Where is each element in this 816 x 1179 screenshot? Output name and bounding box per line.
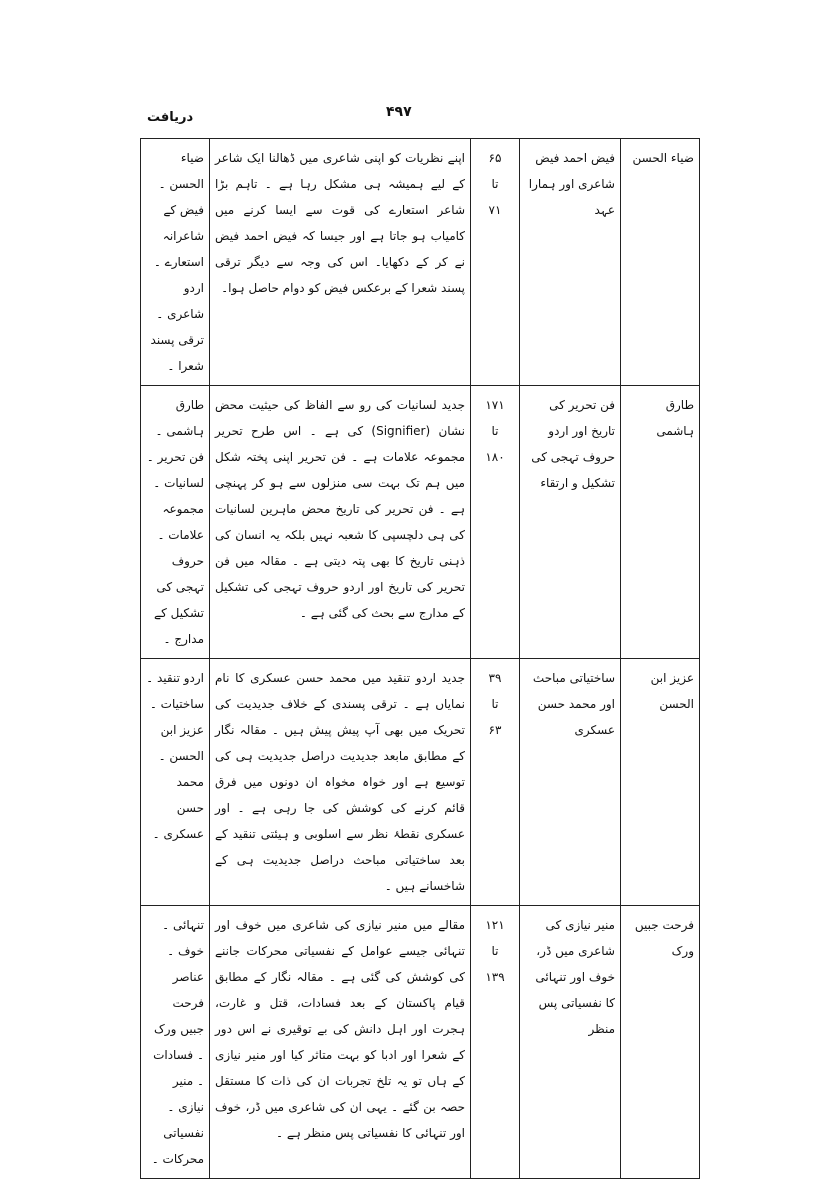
author-cell: طارق ہاشمی [621, 386, 700, 659]
page-sep: تا [491, 944, 499, 958]
summary-cell: جدید لسانیات کی رو سے الفاظ کی حیثیت محض نشان (Signifier) کی ہے ۔ اس طرح تحریر مجموعہ علامات ہے ۔ فن تحریر اپنی پختہ شکل میں ہم تک بہت سی منزلوں سے ہو کر پہنچی ہے ۔ فن تحریر کی تاریخ محض ماہرین لسانیات کی ہی دلچسپی کا شعبہ نہیں بلکہ یہ انسان کی ذہنی تاریخ کا بھی پتہ دیتی ہے ۔ مقالہ میں فن تحریر کی تاریخ اور اردو حروف تہجی کی تشکیل کے مدارج سے بحث کی گئی ہے ۔ [210, 386, 471, 659]
page-end: ۷۱ [488, 203, 502, 217]
page-end: ۱۳۹ [485, 970, 505, 984]
keywords-cell: تنہائی ۔ خوف ۔ عناصر فرحت جبیں ورک ۔ فسادات ۔ منیر نیازی ۔ نفسیاتی محرکات ۔ [141, 906, 210, 1179]
page-number: ۴۹۷ [386, 104, 412, 120]
page-start: ۱۲۱ [485, 918, 505, 932]
author-cell: فرحت جبیں ورک [621, 906, 700, 1179]
article-index-table [140, 138, 700, 1179]
page-sep: تا [491, 424, 499, 438]
keywords-cell: طارق ہاشمی ۔ فن تحریر ۔ لسانیات ۔ مجموعہ علامات ۔ حروف تہجی کی تشکیل کے مدارج ۔ [141, 386, 210, 659]
pages-cell [471, 659, 520, 906]
keywords-cell: اردو تنقید ۔ ساختیات ۔ عزیز ابن الحسن ۔ محمد حسن عسکری ۔ [141, 659, 210, 906]
pages-cell [471, 906, 520, 1179]
keywords-cell: ضیاء الحسن ۔ فیض کے شاعرانہ استعارے ۔ اردو شاعری ۔ ترقی پسند شعرا ۔ [141, 139, 210, 386]
page-sep: تا [491, 177, 499, 191]
table-row [141, 386, 700, 659]
title-cell: ساختیاتی مباحث اور محمد حسن عسکری [520, 659, 621, 906]
page-end: ۶۳ [488, 723, 502, 737]
summary-cell: مقالے میں منیر نیازی کی شاعری میں خوف اور تنہائی جیسے عوامل کے نفسیاتی محرکات جاننے کی کوشش کی گئی ہے ۔ مقالہ نگار کے مطابق قیام پاکستان کے بعد فسادات، قتل و غارت، ہجرت اور اہل دانش کی بے توقیری نے اس دور کے شعرا اور ادبا کو بہت متاثر کیا اور منیر نیازی کے ہاں تو یہ تلخ تجربات ان کی ذات کا مستقل حصہ بن گئے ۔ یہی ان کی شاعری میں ڈر، خوف اور تنہائی کا نفسیاتی پس منظر ہے ۔ [210, 906, 471, 1179]
pages-cell [471, 139, 520, 386]
summary-cell: جدید اردو تنقید میں محمد حسن عسکری کا نام نمایاں ہے ۔ ترقی پسندی کے خلاف جدیدیت کی تحریک میں بھی آپ پیش پیش ہیں ۔ مقالہ نگار کے مطابق مابعد جدیدیت دراصل جدیدیت ہی کی توسیع ہے اور خواہ مخواہ ان دونوں میں فرق قائم کرنے کی کوشش کی جا رہی ہے ۔ اور عسکری نقطۂ نظر سے اسلوبی و ہیئتی تنقید کے بعد ساختیاتی مباحث دراصل جدیدیت ہی کے شاخسانے ہیں ۔ [210, 659, 471, 906]
title-cell: فن تحریر کی تاریخ اور اردو حروف تہجی کی تشکیل و ارتقاء [520, 386, 621, 659]
pages-cell [471, 386, 520, 659]
summary-cell: اپنے نظریات کو اپنی شاعری میں ڈھالنا ایک شاعر کے لیے ہمیشہ ہی مشکل رہا ہے ۔ تاہم بڑا شاعر استعارے کی قوت سے ایسا کرنے میں کامیاب ہو جاتا ہے اور جیسا کہ فیض احمد فیض نے کر کے دکھایا۔ اس کی وجہ سے دیگر ترقی پسند شعرا کے برعکس فیض کو دوام حاصل ہوا۔ [210, 139, 471, 386]
author-cell: ضیاء الحسن [621, 139, 700, 386]
page-start: ۱۷۱ [485, 398, 505, 412]
author-cell: عزیز ابن الحسن [621, 659, 700, 906]
page-start: ۶۵ [488, 151, 502, 165]
page-end: ۱۸۰ [485, 450, 505, 464]
table-row [141, 659, 700, 906]
journal-name: دریافت [147, 110, 194, 125]
page-sep: تا [491, 697, 499, 711]
title-cell: منیر نیازی کی شاعری میں ڈر، خوف اور تنہائی کا نفسیاتی پس منظر [520, 906, 621, 1179]
table-row [141, 139, 700, 386]
page-start: ۳۹ [488, 671, 502, 685]
table-row [141, 906, 700, 1179]
title-cell: فیض احمد فیض شاعری اور ہمارا عہد [520, 139, 621, 386]
